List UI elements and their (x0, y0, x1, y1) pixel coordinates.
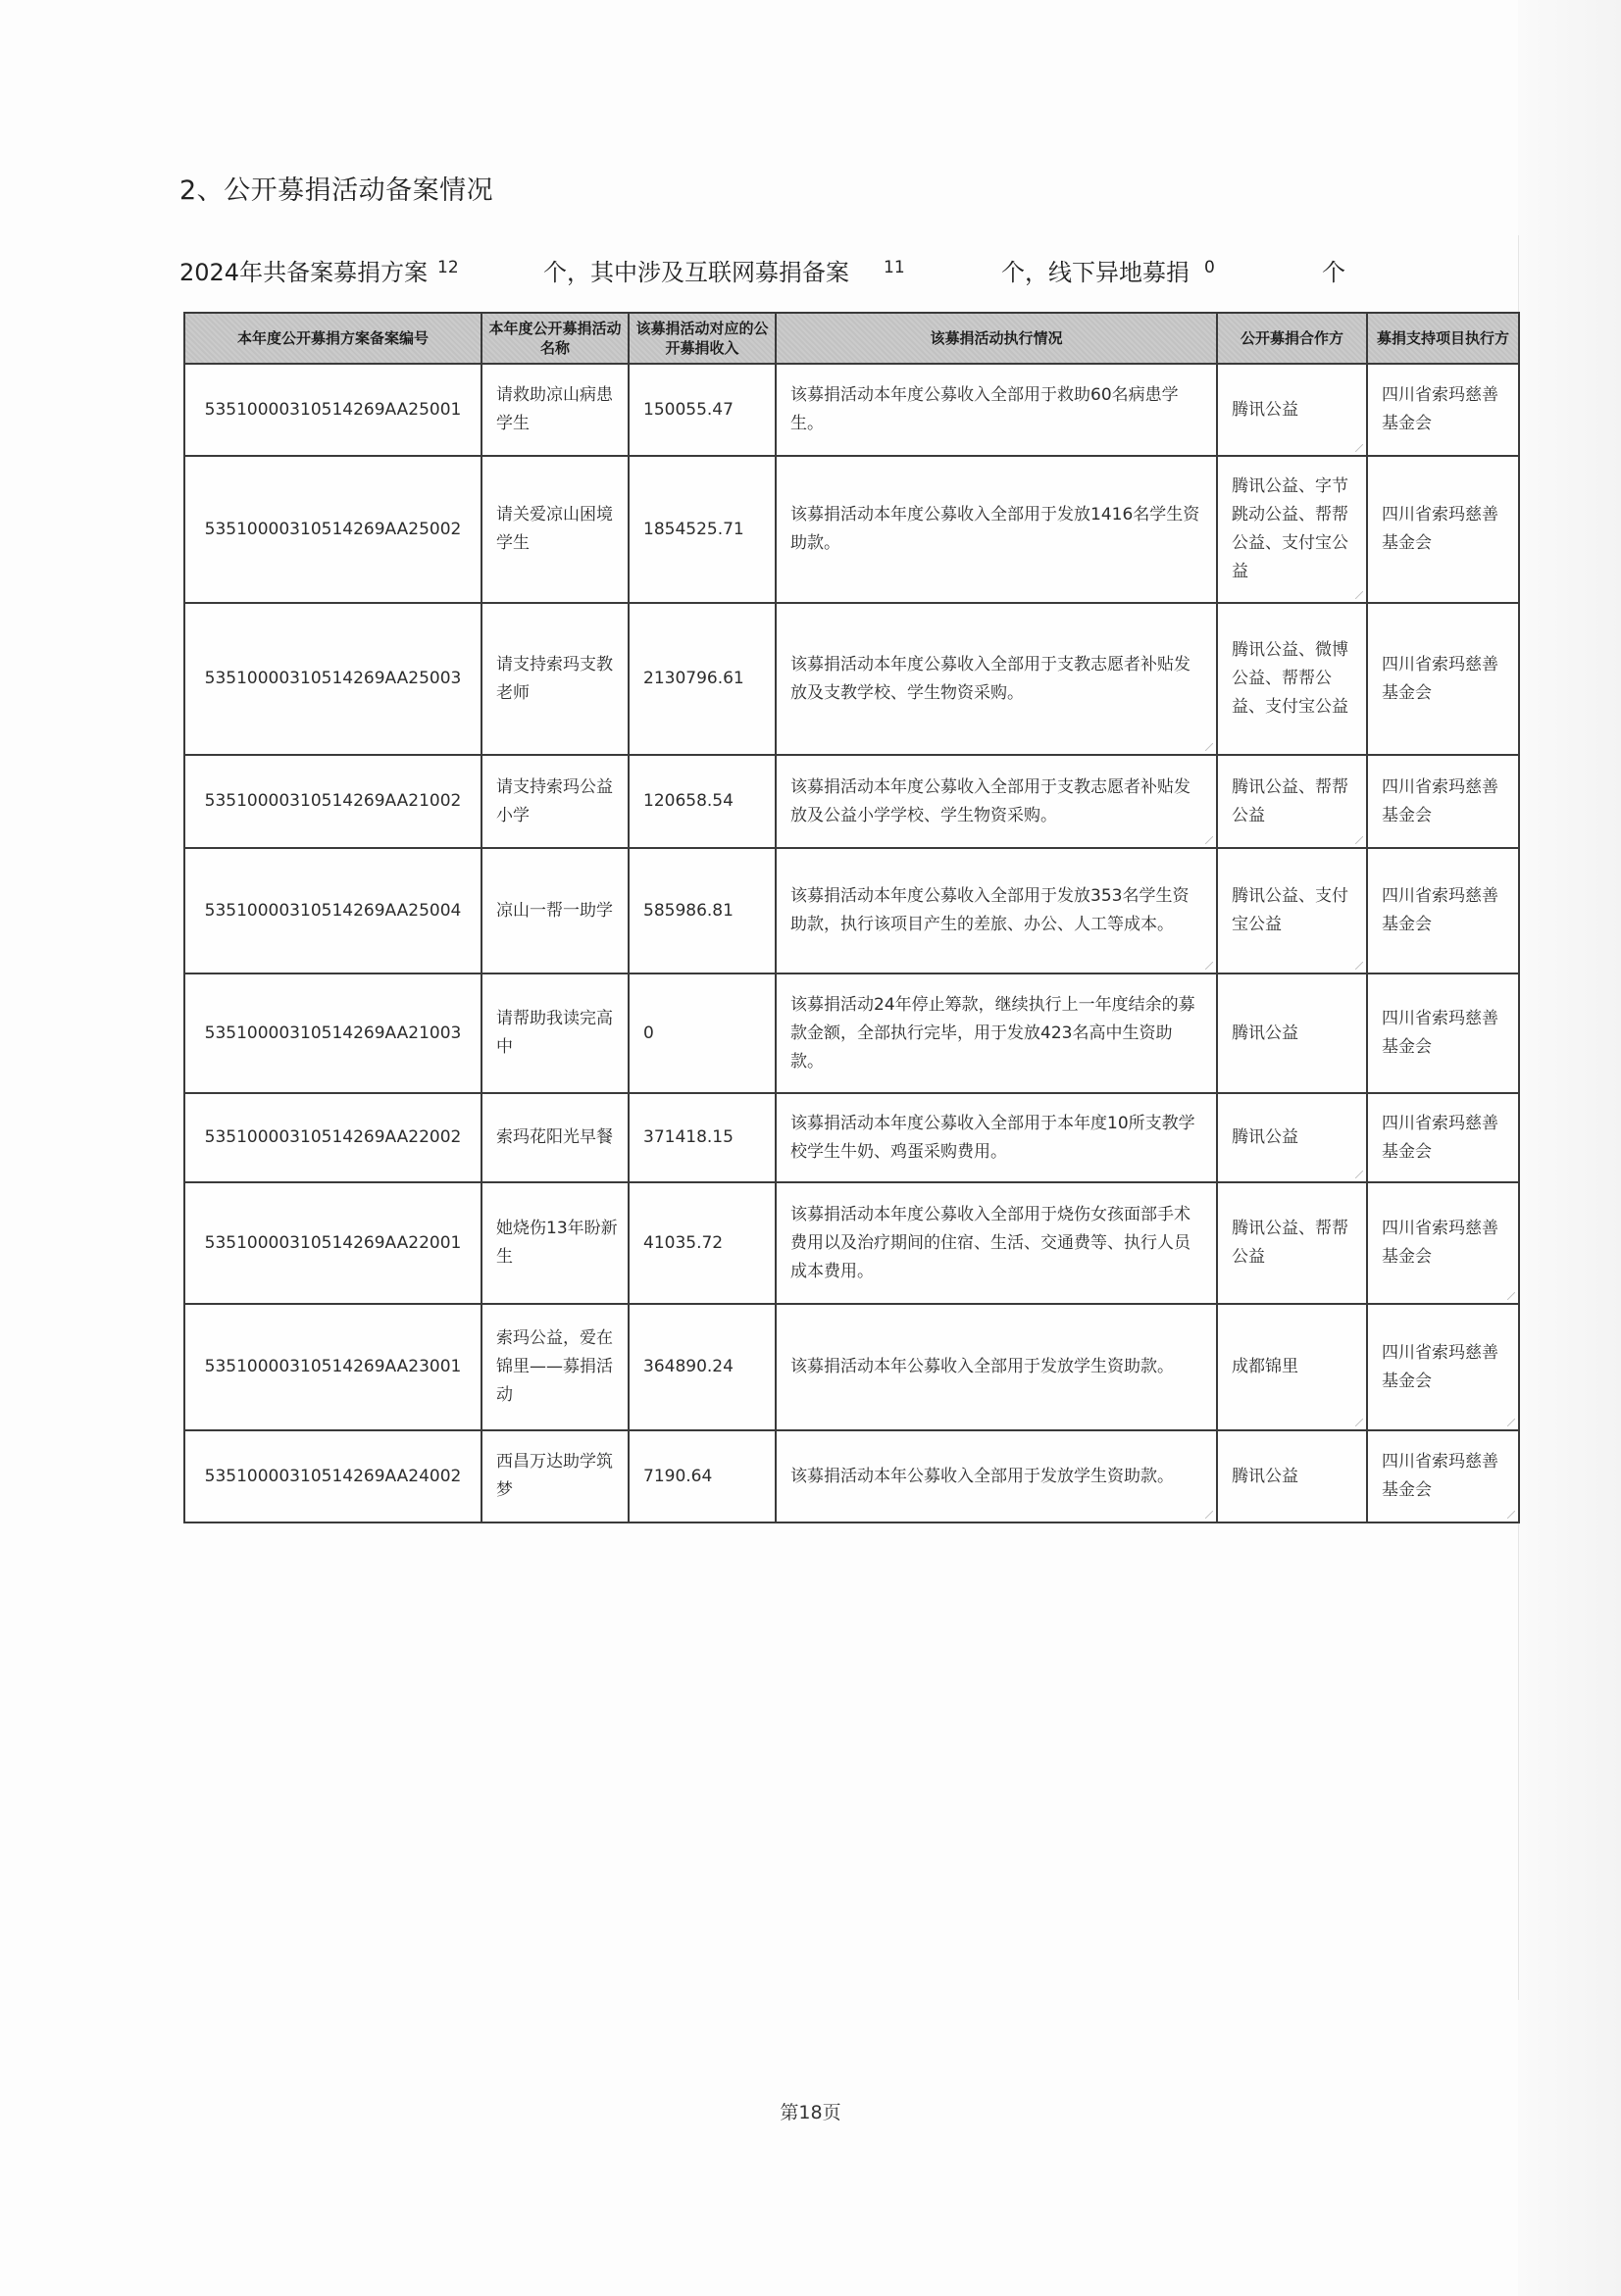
cell-filing-number: 53510000310514269AA25002 (184, 456, 481, 603)
summary-offline-count: 0 (1204, 258, 1215, 277)
cell-partner: 腾讯公益 (1217, 973, 1367, 1093)
cell-filing-number: 53510000310514269AA21003 (184, 973, 481, 1093)
summary-text-2: 个，其中涉及互联网募捐备案 (543, 259, 849, 286)
table-header-row (184, 313, 1519, 364)
execution-text: 该募捐活动本年公募收入全部用于发放学生资助款。 (790, 1466, 1174, 1486)
cell-execution: 该募捐活动本年公募收入全部用于发放学生资助款。 (776, 1304, 1217, 1430)
header-execution-status: 该募捐活动执行情况 (776, 313, 1217, 364)
cell-execution (776, 755, 1217, 848)
cell-executor: 四川省索玛慈善基金会 (1367, 456, 1519, 603)
table-row (184, 755, 1519, 848)
cell-income: 1854525.71 (629, 456, 776, 603)
cell-executor: 四川省索玛慈善基金会 (1367, 364, 1519, 456)
cell-executor: 四川省索玛慈善基金会 (1367, 973, 1519, 1093)
resize-handle-icon (1355, 836, 1363, 844)
fundraising-filing-table (183, 312, 1520, 1523)
cell-income: 2130796.61 (629, 603, 776, 755)
resize-handle-icon (1507, 1292, 1515, 1300)
cell-execution (776, 364, 1217, 456)
table-row (184, 1093, 1519, 1182)
cell-execution: 该募捐活动24年停止筹款，继续执行上一年度结余的募款金额，全部执行完毕，用于发放423名高中生资助款。 (776, 973, 1217, 1093)
cell-execution (776, 603, 1217, 755)
cell-executor (1367, 1182, 1519, 1304)
cell-partner: 腾讯公益、帮帮公益 (1217, 1182, 1367, 1304)
table-row (184, 1182, 1519, 1304)
summary-text-3: 个，线下异地募捐 (1001, 259, 1190, 286)
cell-income: 371418.15 (629, 1093, 776, 1182)
cell-execution (776, 456, 1217, 603)
table-row (184, 456, 1519, 603)
resize-handle-icon (1507, 1419, 1515, 1426)
cell-filing-number: 53510000310514269AA24002 (184, 1430, 481, 1522)
header-partner: 公开募捐合作方 (1217, 313, 1367, 364)
cell-filing-number: 53510000310514269AA25001 (184, 364, 481, 456)
execution-text: 该募捐活动本年度公募收入全部用于救助60名病患学生。 (790, 385, 1179, 433)
execution-text: 该募捐活动本年度公募收入全部用于发放1416名学生资助款。 (790, 505, 1200, 553)
cell-execution: 该募捐活动本年度公募收入全部用于本年度10所支教学校学生牛奶、鸡蛋采购费用。 (776, 1093, 1217, 1182)
cell-execution: 该募捐活动本年度公募收入全部用于烧伤女孩面部手术费用以及治疗期间的住宿、生活、交通费等、执行人员成本费用。 (776, 1182, 1217, 1304)
cell-activity-name: 索玛公益，爱在锦里——募捐活动 (481, 1304, 629, 1430)
filing-summary (179, 253, 1454, 288)
cell-income: 120658.54 (629, 755, 776, 848)
summary-text-1: 2024年共备案募捐方案 (179, 259, 429, 286)
partner-text: 腾讯公益、支付宝公益 (1232, 886, 1348, 934)
cell-filing-number: 53510000310514269AA25003 (184, 603, 481, 755)
cell-partner (1217, 848, 1367, 973)
cell-income: 150055.47 (629, 364, 776, 456)
partner-text: 腾讯公益 (1232, 1127, 1298, 1147)
cell-activity-name: 请帮助我读完高中 (481, 973, 629, 1093)
cell-partner (1217, 1304, 1367, 1430)
cell-executor (1367, 1304, 1519, 1430)
cell-activity-name: 她烧伤13年盼新生 (481, 1182, 629, 1304)
executor-text: 四川省索玛慈善基金会 (1382, 1219, 1498, 1267)
table-row (184, 973, 1519, 1093)
resize-handle-icon (1355, 1419, 1363, 1426)
cell-activity-name: 索玛花阳光早餐 (481, 1093, 629, 1182)
scan-margin-shade (1518, 0, 1621, 2296)
table-row (184, 364, 1519, 456)
summary-total-count: 12 (437, 258, 459, 277)
header-activity-name: 本年度公开募捐活动名称 (481, 313, 629, 364)
cell-activity-name: 请支持索玛公益小学 (481, 755, 629, 848)
cell-income: 41035.72 (629, 1182, 776, 1304)
executor-text: 四川省索玛慈善基金会 (1382, 1342, 1498, 1391)
table-row (184, 1430, 1519, 1522)
cell-execution (776, 1430, 1217, 1522)
partner-text: 腾讯公益、字节跳动公益、帮帮公益、支付宝公益 (1232, 476, 1348, 581)
resize-handle-icon (1205, 1511, 1213, 1519)
execution-text: 该募捐活动本年度公募收入全部用于支教志愿者补贴发放及公益小学学校、学生物资采购。 (790, 776, 1190, 825)
cell-income: 7190.64 (629, 1430, 776, 1522)
resize-handle-icon (1355, 962, 1363, 970)
cell-activity-name: 请救助凉山病患学生 (481, 364, 629, 456)
cell-executor: 四川省索玛慈善基金会 (1367, 755, 1519, 848)
cell-income: 0 (629, 973, 776, 1093)
cell-executor: 四川省索玛慈善基金会 (1367, 1093, 1519, 1182)
cell-activity-name: 请关爱凉山困境学生 (481, 456, 629, 603)
cell-filing-number: 53510000310514269AA22001 (184, 1182, 481, 1304)
table-row (184, 1304, 1519, 1430)
table-row (184, 603, 1519, 755)
cell-partner: 腾讯公益、微博公益、帮帮公益、支付宝公益 (1217, 603, 1367, 755)
table-row (184, 848, 1519, 973)
resize-handle-icon (1205, 743, 1213, 751)
resize-handle-icon (1355, 1171, 1363, 1178)
cell-partner (1217, 1093, 1367, 1182)
partner-text: 腾讯公益、帮帮公益 (1232, 776, 1348, 825)
execution-text: 该募捐活动本年度公募收入全部用于支教志愿者补贴发放及支教学校、学生物资采购。 (790, 654, 1190, 703)
cell-partner: 腾讯公益 (1217, 1430, 1367, 1522)
cell-partner (1217, 456, 1367, 603)
header-fundraising-income: 该募捐活动对应的公开募捐收入 (629, 313, 776, 364)
header-filing-number: 本年度公开募捐方案备案编号 (184, 313, 481, 364)
resize-handle-icon (1507, 1511, 1515, 1519)
cell-activity-name: 请支持索玛支教老师 (481, 603, 629, 755)
page-number: 第18页 (780, 2102, 841, 2123)
cell-filing-number: 53510000310514269AA21002 (184, 755, 481, 848)
resize-handle-icon (1355, 444, 1363, 452)
cell-execution (776, 848, 1217, 973)
cell-partner (1217, 755, 1367, 848)
executor-text: 四川省索玛慈善基金会 (1382, 1452, 1498, 1500)
section-title: 2、公开募捐活动备案情况 (179, 175, 494, 206)
cell-filing-number: 53510000310514269AA22002 (184, 1093, 481, 1182)
partner-text: 成都锦里 (1232, 1357, 1298, 1376)
cell-income: 585986.81 (629, 848, 776, 973)
cell-executor: 四川省索玛慈善基金会 (1367, 848, 1519, 973)
cell-executor (1367, 1430, 1519, 1522)
partner-text: 腾讯公益 (1232, 399, 1298, 420)
resize-handle-icon (1205, 962, 1213, 970)
resize-handle-icon (1205, 836, 1213, 844)
header-project-executor: 募捐支持项目执行方 (1367, 313, 1519, 364)
summary-text-4: 个 (1322, 259, 1345, 286)
cell-activity-name: 西昌万达助学筑梦 (481, 1430, 629, 1522)
execution-text: 该募捐活动本年度公募收入全部用于发放353名学生资助款，执行该项目产生的差旅、办公、人工等成本。 (790, 886, 1190, 934)
summary-internet-count: 11 (884, 258, 905, 277)
cell-activity-name: 凉山一帮一助学 (481, 848, 629, 973)
resize-handle-icon (1355, 591, 1363, 599)
cell-filing-number: 53510000310514269AA25004 (184, 848, 481, 973)
cell-executor: 四川省索玛慈善基金会 (1367, 603, 1519, 755)
cell-income: 364890.24 (629, 1304, 776, 1430)
cell-partner (1217, 364, 1367, 456)
cell-filing-number: 53510000310514269AA23001 (184, 1304, 481, 1430)
